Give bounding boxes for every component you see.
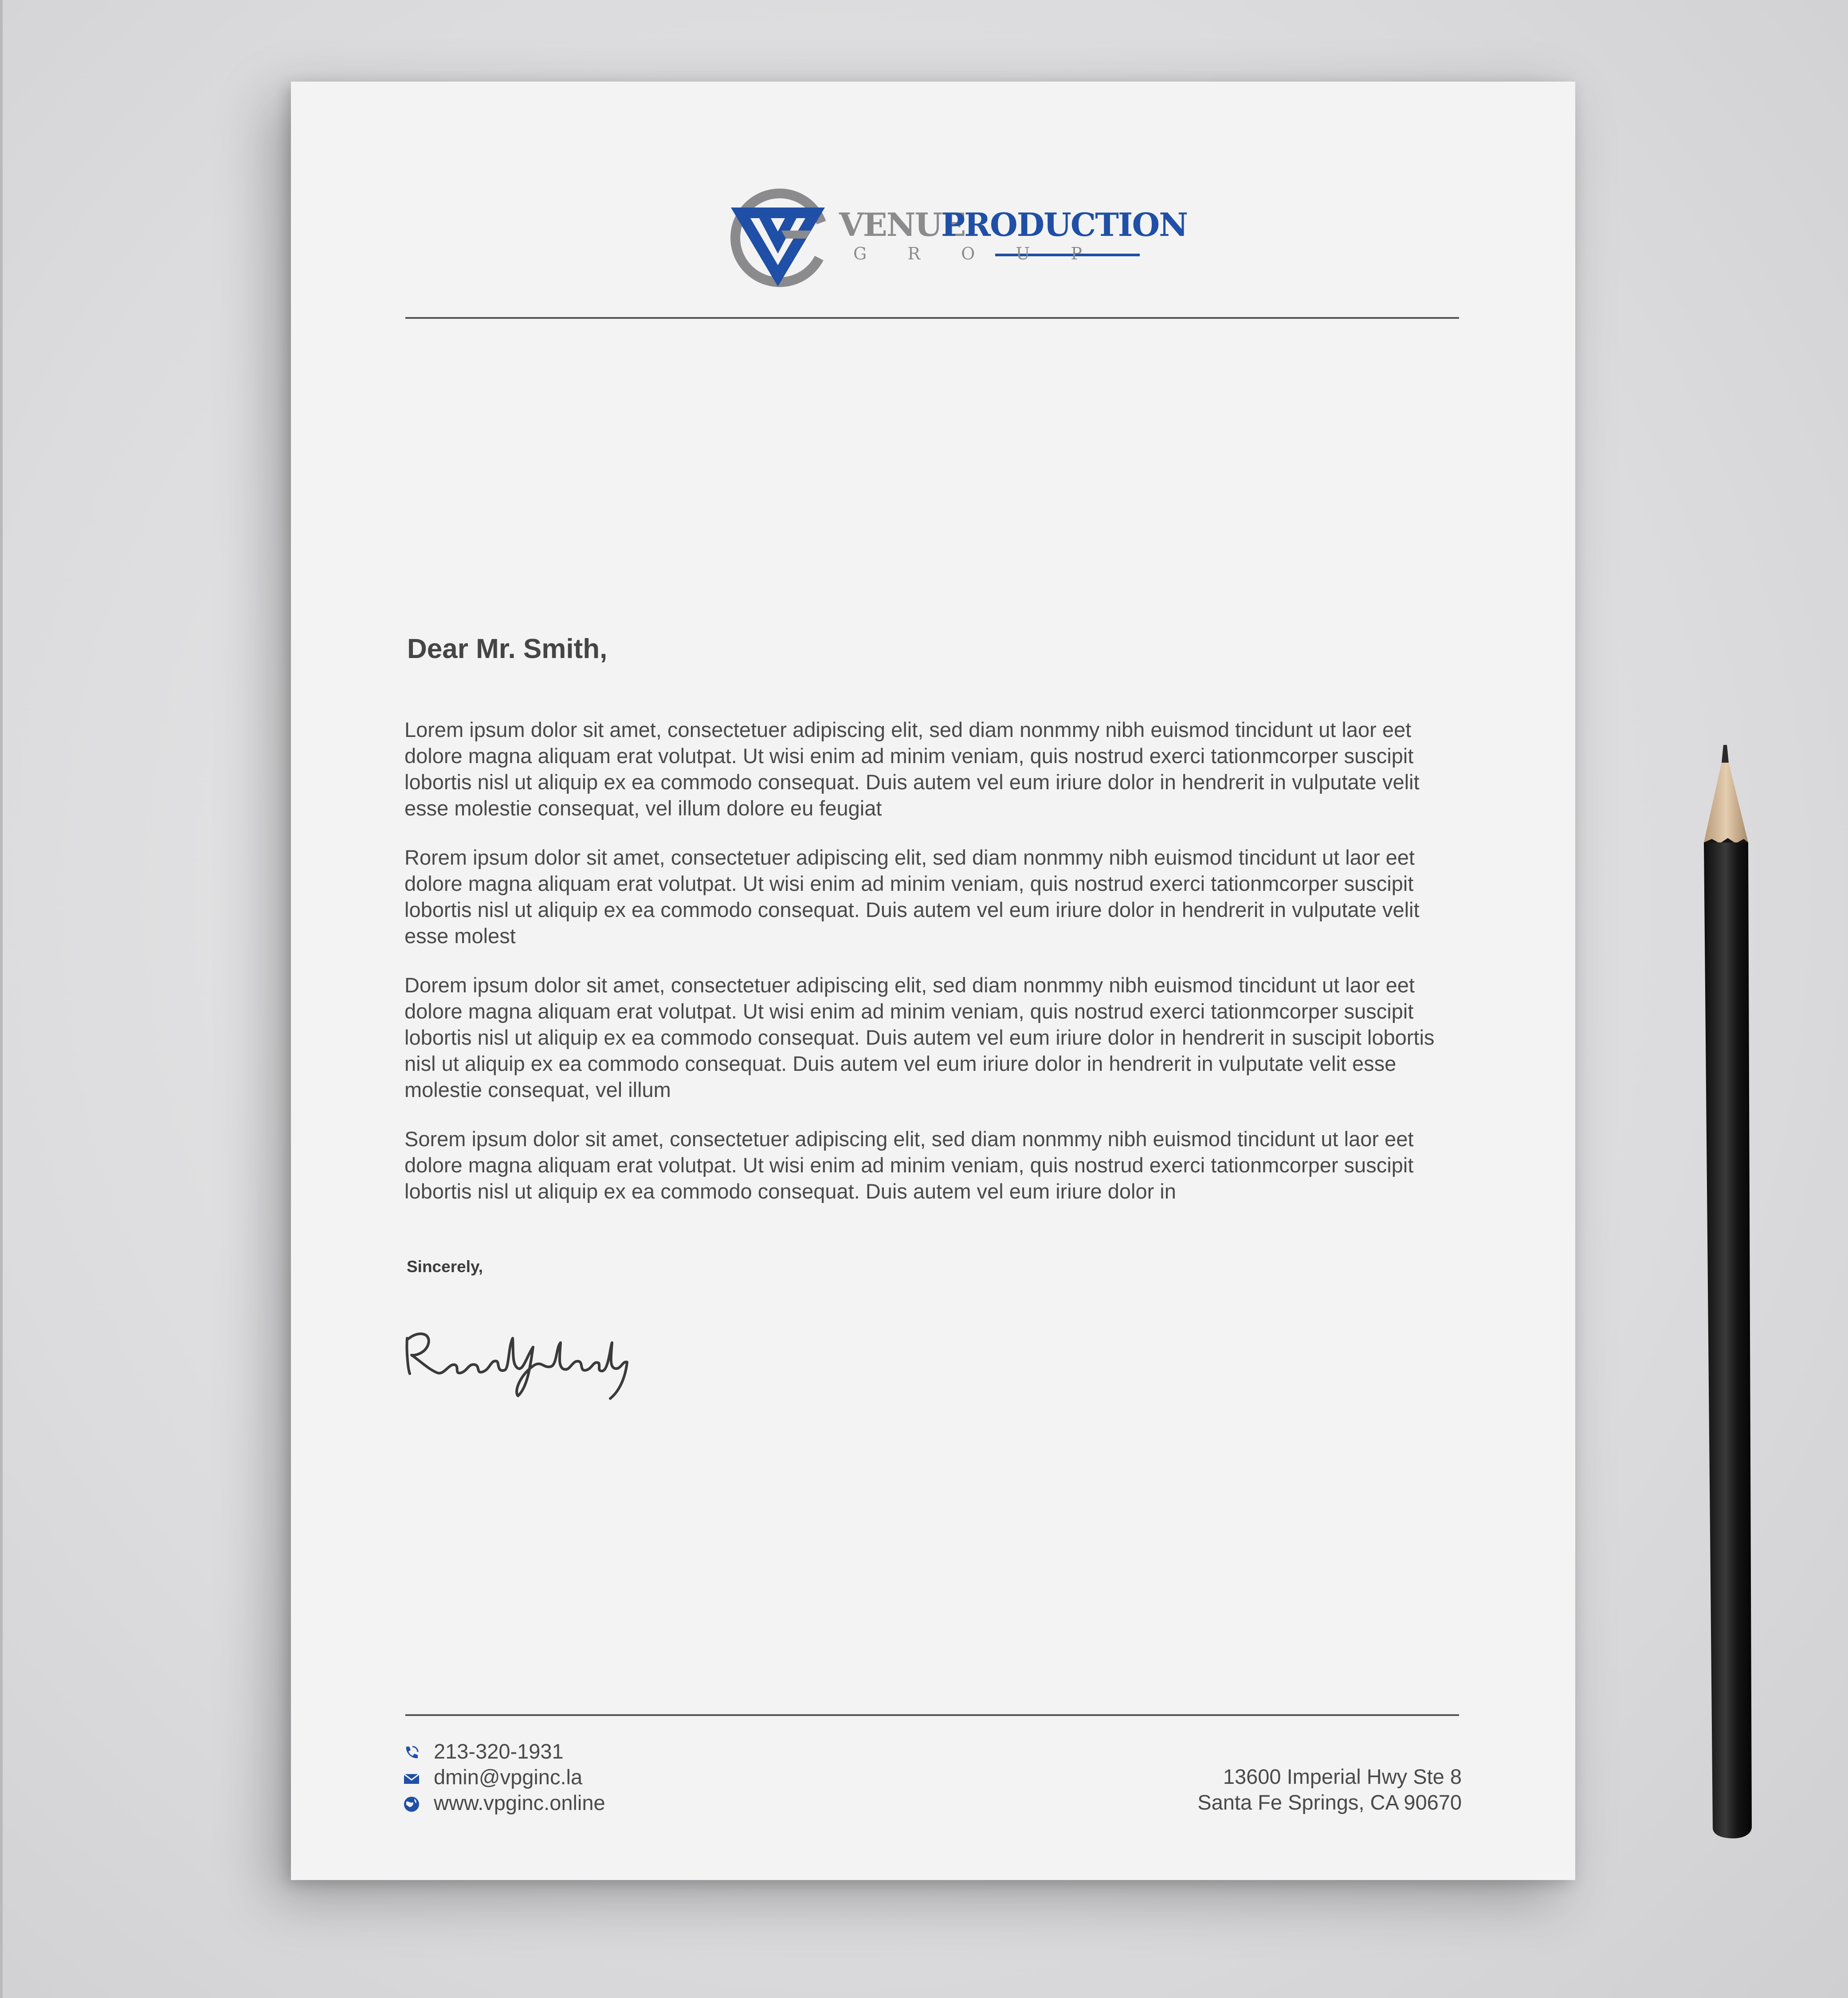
globe-icon	[403, 1795, 420, 1813]
company-logo	[728, 187, 1188, 289]
letter-body	[404, 717, 1460, 1227]
body-paragraph: Dorem ipsum dolor sit amet, consectetuer adipiscing elit, sed diam nonmmy nibh euismod tincidunt ut laor eet dolore magna aliquam erat volutpat. Ut wisi enim ad minim veniam, quis nostrud exerci tationmcorper suscipit lobortis nisl ut aliquip ex ea commodo consequat. Duis autem vel eum iriure dolor in hendrerit in suscipit lobortis nisl ut aliquip ex ea commodo consequat. Duis autem vel eum iriure dolor in hendrerit in vulputate velit esse molestie consequat, vel illum	[404, 973, 1435, 1101]
website-url: www.vpginc.online	[434, 1790, 605, 1814]
contact-website	[403, 1790, 605, 1815]
contact-email	[403, 1764, 605, 1790]
contact-list	[403, 1738, 605, 1815]
logo-word-group: G R O U P	[836, 244, 995, 263]
salutation: Dear Mr. Smith,	[407, 634, 608, 664]
phone-number: 213-320-1931	[434, 1739, 564, 1763]
header-divider	[405, 317, 1459, 319]
logo-mark	[728, 187, 835, 289]
envelope-icon	[403, 1770, 420, 1787]
contact-phone	[403, 1738, 605, 1764]
backdrop-edge	[0, 0, 3, 1998]
footer-divider	[405, 1714, 1459, 1716]
body-paragraph: Sorem ipsum dolor sit amet, consectetuer adipiscing elit, sed diam nonmmy nibh euismod tincidunt ut laor eet dolore magna aliquam erat volutpat. Ut wisi enim ad minim veniam, quis nostrud exerci tationmcorper suscipit lobortis nisl ut aliquip ex ea commodo consequat. Duis autem vel eum iriure dolor in	[404, 1127, 1414, 1203]
logo-word-production: PRODUCTION	[941, 206, 1188, 243]
pencil-prop	[1694, 745, 1756, 1845]
body-paragraph: Rorem ipsum dolor sit amet, consectetuer adipiscing elit, sed diam nonmmy nibh euismod tincidunt ut laor eet dolore magna aliquam erat volutpat. Ut wisi enim ad minim veniam, quis nostrud exerci tationmcorper suscipit lobortis nisl ut aliquip ex ea commodo consequat. Duis autem vel eum iriure dolor in hendrerit in vulputate velit esse molest	[404, 846, 1420, 948]
body-paragraph: Lorem ipsum dolor sit amet, consectetuer adipiscing elit, sed diam nonmmy nibh euismod tincidunt ut laor eet dolore magna aliquam erat volutpat. Ut wisi enim ad minim veniam, quis nostrud exerci tationmcorper suscipit lobortis nisl ut aliquip ex ea commodo consequat. Duis autem vel eum iriure dolor in hendrerit in vulputate velit esse molestie consequat, vel illum dolore eu feugiat	[404, 718, 1420, 820]
email-address: dmin@vpginc.la	[434, 1765, 583, 1789]
phone-icon	[403, 1744, 420, 1762]
address-line-2: Santa Fe Springs, CA 90670	[1197, 1790, 1462, 1814]
handwritten-signature	[402, 1320, 632, 1400]
address-line-1: 13600 Imperial Hwy Ste 8	[1223, 1765, 1462, 1788]
company-address	[1082, 1764, 1462, 1815]
logo-word-venue: VENUE	[839, 206, 965, 243]
closing: Sincerely,	[407, 1258, 483, 1276]
